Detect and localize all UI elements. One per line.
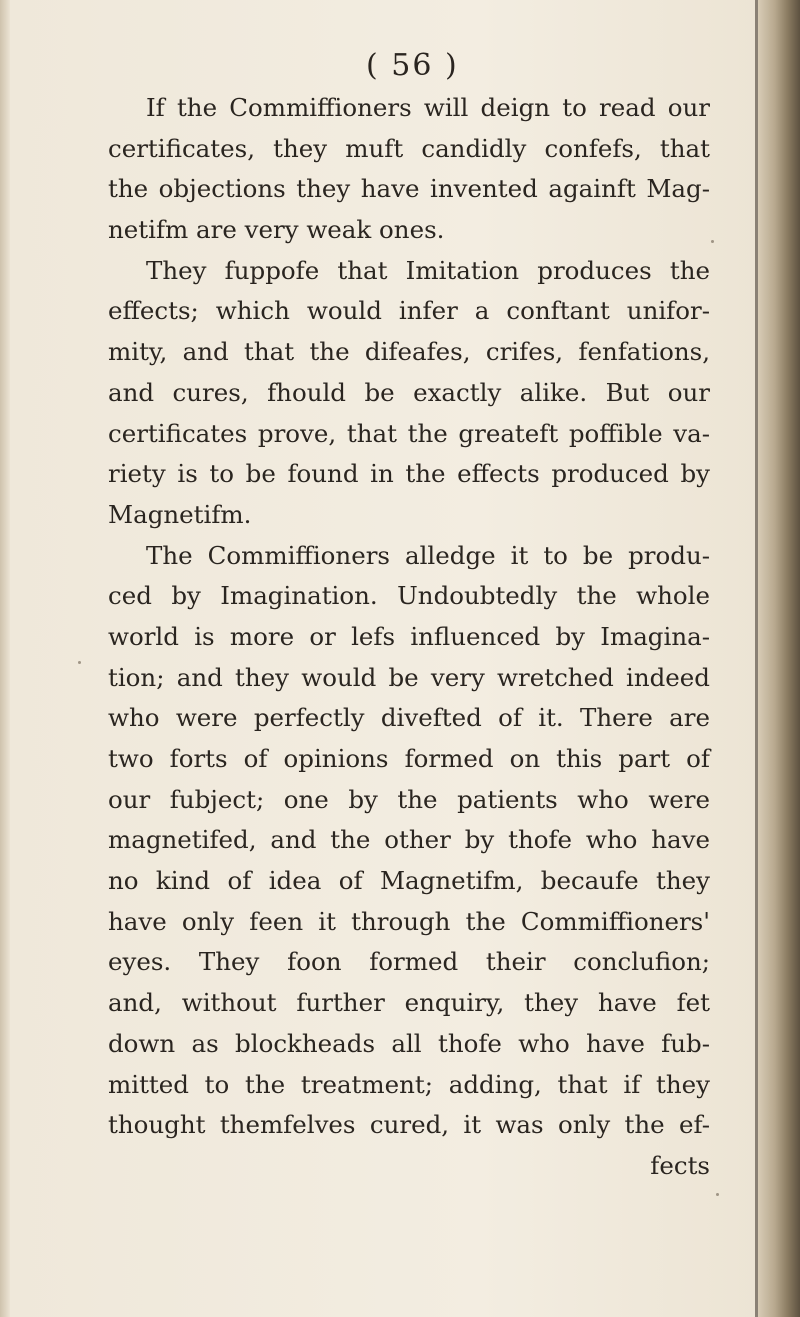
text-line: thought themfelves cured, it was only the ef- bbox=[108, 1110, 710, 1140]
text-line: two forts of opinions formed on this part of bbox=[108, 744, 710, 773]
text-line: eyes. They foon formed their conclufion; bbox=[108, 947, 710, 977]
text-line: have only feen it through the Commiffioners' bbox=[108, 906, 710, 936]
text-line: ced by Imagination. Undoubtedly the whole bbox=[108, 581, 710, 611]
page-left-edge bbox=[0, 0, 10, 1317]
page-number-header: ( 56 ) bbox=[366, 48, 459, 83]
text-line: the objections they have invented againft Mag- bbox=[108, 174, 710, 204]
text-line: The Commiffioners alledge it to be produ- bbox=[146, 540, 710, 570]
catchword: fects bbox=[650, 1150, 710, 1180]
paper-speck bbox=[716, 1193, 719, 1196]
text-line: They fuppofe that Imitation produces the bbox=[146, 255, 710, 285]
text-line: certificates prove, that the greateft poffible va- bbox=[108, 418, 710, 448]
paper-speck bbox=[711, 240, 714, 243]
text-line: who were perfectly divefted of it. There are bbox=[108, 703, 710, 733]
text-line: tion; and they would be very wretched indeed bbox=[108, 662, 710, 692]
text-line: our fubject; one by the patients who were bbox=[108, 784, 710, 814]
text-line: magnetifed, and the other by thofe who have bbox=[108, 825, 710, 855]
text-line: If the Commiffioners will deign to read our bbox=[146, 93, 710, 122]
text-line: riety is to be found in the effects produced by bbox=[108, 459, 710, 489]
text-line: mitted to the treatment; adding, that if they bbox=[108, 1069, 710, 1099]
text-line: netifm are very weak ones. bbox=[108, 215, 445, 245]
text-line: world is more or lefs influenced by Imagina- bbox=[108, 621, 710, 651]
text-line: down as blockheads all thofe who have fub- bbox=[108, 1028, 710, 1058]
book-spine bbox=[758, 0, 800, 1317]
text-line: mity, and that the difeafes, crifes, fenfations, bbox=[108, 337, 710, 367]
text-line: no kind of idea of Magnetifm, becaufe they bbox=[108, 866, 710, 896]
text-line: effects; which would infer a conftant unifor- bbox=[108, 296, 710, 326]
text-line: and, without further enquiry, they have fet bbox=[108, 988, 710, 1018]
text-line: and cures, fhould be exactly alike. But our bbox=[108, 377, 710, 407]
text-line: Magnetifm. bbox=[108, 499, 252, 529]
paper-speck bbox=[78, 661, 81, 664]
text-line: certificates, they muft candidly confefs, that bbox=[108, 133, 710, 163]
body-text bbox=[108, 88, 710, 1187]
